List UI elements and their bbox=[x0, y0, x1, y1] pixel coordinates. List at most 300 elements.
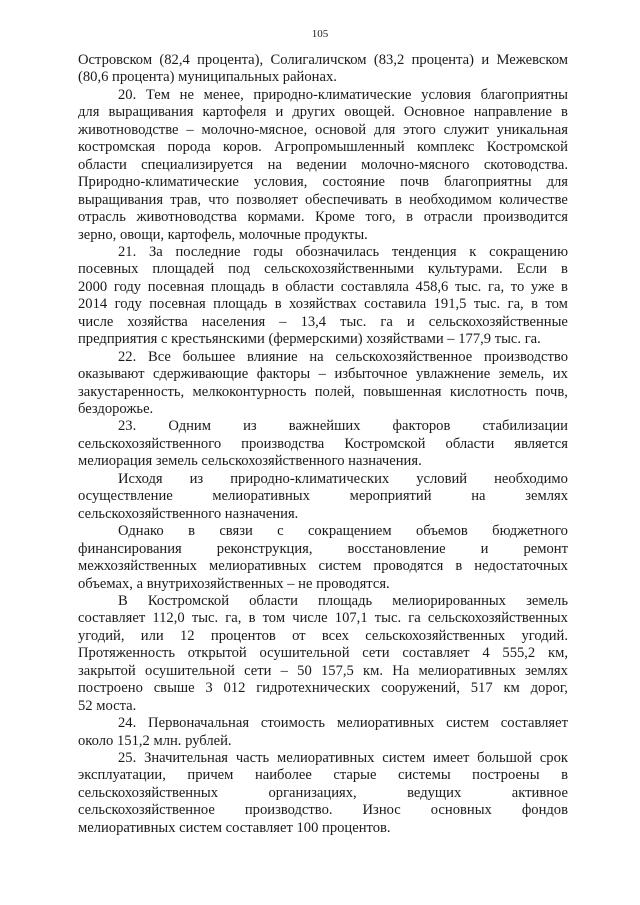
word: области bbox=[249, 592, 298, 609]
word: сельскохозяйственного bbox=[78, 435, 222, 452]
word: площадь bbox=[318, 592, 373, 609]
word: ведении bbox=[296, 156, 347, 173]
word: 191,5 bbox=[433, 296, 467, 313]
text-line: объемах, а внутрихозяйственных – не проводятся. bbox=[78, 575, 390, 592]
word: выращивания bbox=[108, 104, 194, 121]
word: землях bbox=[525, 488, 568, 505]
word: в bbox=[274, 296, 282, 313]
word: позволяет bbox=[236, 191, 298, 208]
word: году bbox=[114, 296, 142, 313]
word: году bbox=[113, 278, 142, 295]
word: из bbox=[243, 418, 257, 435]
word: земель bbox=[526, 592, 568, 609]
word: срок bbox=[539, 750, 568, 766]
word: в bbox=[188, 523, 195, 540]
word: Основное bbox=[403, 104, 465, 121]
word: культурами. bbox=[427, 261, 503, 278]
word: мелиоративных bbox=[276, 750, 375, 766]
word: костромская bbox=[78, 139, 156, 156]
word: не bbox=[179, 86, 194, 103]
word: в bbox=[561, 104, 568, 121]
word: стоимость bbox=[260, 715, 326, 732]
word: населения bbox=[201, 313, 266, 330]
word: и bbox=[406, 313, 415, 330]
text-line bbox=[78, 436, 568, 453]
word: сдерживающие bbox=[153, 366, 249, 383]
word: км bbox=[503, 680, 520, 697]
word: том bbox=[262, 610, 286, 627]
word: га bbox=[408, 610, 421, 627]
word: сельскохозяйственными bbox=[264, 261, 414, 278]
word: межхозяйственных bbox=[78, 558, 197, 575]
word: реконструкция, bbox=[216, 540, 313, 557]
word: Все bbox=[147, 348, 171, 365]
word: наиболее bbox=[254, 767, 312, 784]
word: площадь bbox=[213, 296, 268, 313]
word: условия, bbox=[253, 174, 308, 191]
word: менее, bbox=[203, 86, 244, 103]
text-line bbox=[78, 174, 568, 191]
word: посевных bbox=[78, 261, 139, 278]
word: закрытой bbox=[78, 662, 136, 679]
text-line bbox=[78, 645, 568, 662]
text-line bbox=[78, 209, 568, 226]
word: Исходя bbox=[118, 470, 163, 487]
word: всех bbox=[321, 627, 349, 644]
word: За bbox=[148, 243, 163, 260]
word: служит bbox=[443, 121, 489, 138]
word: молочно-мясного bbox=[361, 156, 470, 173]
word: недостаточных bbox=[474, 558, 568, 575]
word: под bbox=[228, 261, 251, 278]
word: того, bbox=[365, 209, 396, 226]
word: составляла bbox=[340, 278, 409, 295]
word: эксплуатации, bbox=[78, 767, 166, 784]
word: тенденция bbox=[391, 243, 457, 260]
word: и bbox=[480, 540, 489, 557]
text-line bbox=[78, 785, 568, 802]
word: и bbox=[481, 52, 490, 68]
text-line bbox=[78, 663, 568, 680]
text-line: предприятия с крестьянскими (фермерскими) хозяйствами – 177,9 тыс. га. bbox=[78, 331, 541, 348]
word: животноводстве bbox=[78, 121, 179, 138]
word: площадь bbox=[210, 278, 266, 295]
word: осушительной bbox=[259, 645, 350, 662]
text-line: зерно, овощи, картофель, молочные продукты. bbox=[78, 226, 368, 243]
word: – bbox=[186, 121, 194, 138]
word: Тем bbox=[145, 86, 170, 103]
text-line bbox=[78, 680, 568, 697]
word: на bbox=[309, 348, 324, 365]
word: основных bbox=[430, 802, 492, 819]
word: почв bbox=[400, 174, 430, 191]
word: фондов bbox=[521, 802, 568, 819]
word: сельскохозяйственное bbox=[335, 348, 473, 365]
word: системы bbox=[397, 767, 451, 784]
text-line bbox=[78, 523, 568, 540]
word: в bbox=[248, 610, 256, 627]
word: отрасль bbox=[78, 209, 126, 226]
word: области bbox=[445, 435, 495, 452]
word: картофеля bbox=[202, 104, 267, 121]
word: то bbox=[510, 278, 525, 295]
word: восстановление bbox=[347, 540, 446, 557]
word: направление bbox=[473, 104, 552, 121]
text-line bbox=[78, 192, 568, 209]
word: почв, bbox=[535, 383, 568, 400]
word: для bbox=[546, 174, 568, 191]
word: площадей bbox=[152, 261, 215, 278]
word: производство. bbox=[244, 802, 333, 819]
word: факторы bbox=[256, 366, 311, 383]
word: комплекс bbox=[417, 139, 475, 156]
word: от bbox=[292, 627, 306, 644]
word: га, bbox=[507, 296, 524, 313]
word: Однако bbox=[118, 523, 164, 540]
word: активное bbox=[511, 784, 568, 801]
word: овощей. bbox=[344, 104, 395, 121]
word: финансирования bbox=[78, 540, 182, 557]
word: осушительной bbox=[144, 662, 235, 679]
word: производства bbox=[241, 435, 325, 452]
word: в bbox=[271, 278, 279, 295]
word: закустаренность, bbox=[78, 383, 185, 400]
word: Кроме bbox=[315, 209, 355, 226]
word: трав, bbox=[170, 191, 202, 208]
word: 012 bbox=[223, 680, 246, 697]
word: га bbox=[380, 313, 393, 330]
word: Агропромышленный bbox=[274, 139, 405, 156]
word: систем bbox=[382, 750, 426, 766]
word: сельскохозяйственных bbox=[427, 610, 568, 627]
word: мероприятий bbox=[349, 488, 432, 505]
word: составляет bbox=[402, 645, 470, 662]
word: построено bbox=[78, 680, 143, 697]
word: молочно-мясное, bbox=[201, 121, 308, 138]
word: последние bbox=[175, 243, 241, 260]
word: количестве bbox=[499, 191, 568, 208]
word: сети bbox=[244, 662, 272, 679]
word: скотоводства. bbox=[483, 156, 568, 173]
word: избыточное bbox=[334, 366, 408, 383]
word: мелкоконтурность bbox=[192, 383, 307, 400]
word: их bbox=[552, 366, 568, 383]
word: (82,4 bbox=[159, 52, 190, 68]
word: и bbox=[275, 104, 284, 121]
text-line bbox=[78, 715, 568, 732]
word: га, bbox=[225, 610, 242, 627]
word: 2000 bbox=[78, 278, 108, 295]
word: в bbox=[531, 296, 539, 313]
word: важнейших bbox=[288, 418, 361, 435]
word: 12 bbox=[180, 627, 195, 644]
word: годы bbox=[253, 243, 283, 260]
word: Костромской bbox=[486, 139, 568, 156]
text-line bbox=[78, 139, 568, 156]
word: старые bbox=[333, 767, 377, 784]
word: к bbox=[469, 243, 477, 260]
word: процента) bbox=[411, 52, 475, 68]
text-line bbox=[78, 261, 568, 278]
word: числе bbox=[292, 610, 328, 627]
text-line: мелиорация земель сельскохозяйственного назначения. bbox=[78, 453, 422, 470]
word: 50 bbox=[297, 662, 312, 679]
word: угодий. bbox=[521, 627, 568, 644]
word: проводятся bbox=[373, 558, 444, 575]
word: Костромской bbox=[344, 435, 426, 452]
text-line bbox=[78, 104, 568, 121]
word: Первоначальная bbox=[148, 715, 250, 732]
word: дорог, bbox=[530, 680, 568, 697]
word: специализируется bbox=[141, 156, 254, 173]
word: или bbox=[140, 627, 164, 644]
word: км, bbox=[548, 645, 568, 662]
word: тыс. bbox=[473, 296, 501, 313]
text-line bbox=[78, 52, 568, 69]
word: (83,2 bbox=[373, 52, 405, 68]
page-number: 105 bbox=[311, 28, 329, 40]
word: часть bbox=[235, 750, 270, 766]
word: сельскохозяйственных bbox=[365, 627, 506, 644]
word: увлажнение bbox=[415, 366, 491, 383]
word: сооружений, bbox=[381, 680, 460, 697]
word: 24. bbox=[118, 715, 137, 732]
word: что bbox=[208, 191, 230, 208]
word: Значительная bbox=[144, 750, 229, 766]
word: 20. bbox=[118, 86, 137, 103]
word: 4 bbox=[482, 645, 490, 662]
word: связи bbox=[219, 523, 253, 540]
word: 3 bbox=[205, 680, 213, 697]
word: бюджетного bbox=[492, 523, 568, 540]
word: влияние bbox=[247, 348, 298, 365]
text-line bbox=[78, 802, 568, 819]
word: систем bbox=[446, 715, 489, 732]
word: природно-климатические bbox=[253, 86, 412, 103]
text-line bbox=[78, 628, 568, 645]
word: составляет bbox=[78, 610, 146, 627]
word: открытой bbox=[187, 645, 247, 662]
word: 107,1 bbox=[334, 610, 368, 627]
word: Межевском bbox=[496, 52, 568, 68]
word: Если bbox=[516, 261, 548, 278]
word: посевная bbox=[149, 296, 206, 313]
word: сельскохозяйственные bbox=[428, 313, 568, 330]
word: основой bbox=[314, 121, 367, 138]
word: благоприятны bbox=[444, 174, 532, 191]
word: угодий, bbox=[78, 627, 125, 644]
word: других bbox=[292, 104, 336, 121]
word: числе bbox=[78, 313, 114, 330]
word: 2014 bbox=[78, 296, 108, 313]
word: большой bbox=[477, 750, 532, 766]
word: 13,4 bbox=[300, 313, 327, 330]
word: объемов bbox=[415, 523, 468, 540]
word: Костромской bbox=[147, 592, 230, 609]
word: причем bbox=[187, 767, 234, 784]
word: является bbox=[514, 435, 568, 452]
word: уникальная bbox=[496, 121, 568, 138]
word: 25. bbox=[118, 750, 137, 766]
word: составила bbox=[364, 296, 427, 313]
word: ведущих bbox=[407, 784, 462, 801]
word: с bbox=[277, 523, 284, 540]
text-line: 52 моста. bbox=[78, 697, 137, 714]
word: на bbox=[471, 488, 486, 505]
text-line bbox=[78, 541, 568, 558]
text-line bbox=[78, 314, 568, 331]
word: процента), bbox=[197, 52, 264, 68]
word: сокращению bbox=[489, 243, 568, 260]
word: выращивания bbox=[78, 191, 164, 208]
word: обозначилась bbox=[295, 243, 380, 260]
word: Природно-климатические bbox=[78, 174, 239, 191]
text-line bbox=[78, 157, 568, 174]
word: Износ bbox=[362, 802, 401, 819]
word: мелиоративных bbox=[418, 662, 516, 679]
word: оказывают bbox=[78, 366, 145, 383]
text-line bbox=[78, 593, 568, 610]
word: сельскохозяйственных bbox=[78, 784, 219, 801]
word: 112,0 bbox=[152, 610, 185, 627]
word: производство bbox=[483, 348, 568, 365]
word: необходимо bbox=[494, 470, 568, 487]
word: тыс. bbox=[340, 313, 367, 330]
word: полей, bbox=[314, 383, 355, 400]
word: На bbox=[392, 662, 410, 679]
word: коров. bbox=[223, 139, 262, 156]
text-line: сельскохозяйственного назначения. bbox=[78, 505, 299, 522]
word: составляет bbox=[500, 715, 568, 732]
word: землях bbox=[525, 662, 568, 679]
word: мелиоративных bbox=[336, 715, 435, 732]
text-line bbox=[78, 610, 568, 627]
word: хозяйства bbox=[127, 313, 188, 330]
word: условий bbox=[416, 470, 468, 487]
word: 21. bbox=[118, 243, 137, 260]
word: для bbox=[78, 104, 100, 121]
word: сельскохозяйственное bbox=[78, 802, 215, 819]
word: в bbox=[394, 191, 402, 208]
text-line bbox=[78, 558, 568, 575]
word: области bbox=[285, 278, 335, 295]
text-line bbox=[78, 349, 568, 366]
word: обеспечивать bbox=[305, 191, 388, 208]
word: производится bbox=[483, 209, 568, 226]
word: – bbox=[280, 662, 288, 679]
word: земель, bbox=[498, 366, 545, 383]
word: осуществление bbox=[78, 488, 173, 505]
word: благоприятны bbox=[480, 86, 568, 103]
text-line bbox=[78, 750, 568, 767]
word: сети bbox=[362, 645, 390, 662]
word: уже bbox=[530, 278, 555, 295]
word: этого bbox=[403, 121, 436, 138]
word: 157,5 bbox=[320, 662, 354, 679]
word: 517 bbox=[470, 680, 493, 697]
text-line bbox=[78, 122, 568, 139]
word: – bbox=[279, 313, 287, 330]
word: тыс. bbox=[455, 278, 482, 295]
text-line bbox=[78, 296, 568, 313]
word: в bbox=[561, 278, 568, 295]
text-line: около 151,2 млн. рублей. bbox=[78, 732, 232, 749]
text-line: (80,6 процента) муниципальных районах. bbox=[78, 69, 337, 86]
word: ремонт bbox=[523, 540, 568, 557]
word: га, bbox=[487, 278, 505, 295]
word: в bbox=[406, 209, 414, 226]
word: области bbox=[78, 156, 127, 173]
word: факторов bbox=[392, 418, 451, 435]
word: отрасли bbox=[423, 209, 473, 226]
word: стабилизации bbox=[482, 418, 568, 435]
word: Солигаличском bbox=[270, 52, 367, 68]
word: в bbox=[455, 558, 463, 575]
text-line bbox=[78, 488, 568, 505]
text-line bbox=[78, 384, 568, 401]
word: мелиоративных bbox=[209, 558, 307, 575]
word: условия bbox=[421, 86, 471, 103]
word: км. bbox=[363, 662, 383, 679]
word: гидротехнических bbox=[256, 680, 371, 697]
word: мелиоративных bbox=[212, 488, 310, 505]
text-line bbox=[78, 244, 568, 261]
text-line bbox=[78, 471, 568, 488]
text-line bbox=[78, 279, 568, 296]
word: из bbox=[189, 470, 204, 487]
word: в bbox=[561, 261, 568, 278]
word: построены bbox=[472, 767, 540, 784]
word: 458,6 bbox=[415, 278, 449, 295]
text-line bbox=[78, 87, 568, 104]
word: хозяйствах bbox=[289, 296, 357, 313]
word: Островском bbox=[78, 52, 153, 68]
word: посевная bbox=[147, 278, 205, 295]
word: кислотность bbox=[449, 383, 527, 400]
word: 22. bbox=[118, 348, 137, 365]
word: состояние bbox=[322, 174, 386, 191]
word: животноводства bbox=[136, 209, 237, 226]
word: свыше bbox=[153, 680, 195, 697]
text-line: мелиоративных систем составляет 100 процентов. bbox=[78, 819, 391, 836]
word: В bbox=[118, 592, 128, 609]
word: в bbox=[561, 767, 568, 784]
word: сокращением bbox=[307, 523, 392, 540]
word: необходимом bbox=[409, 191, 492, 208]
text-line bbox=[78, 767, 568, 784]
word: на bbox=[267, 156, 282, 173]
word: мелиорированных bbox=[392, 592, 506, 609]
word: Одним bbox=[168, 418, 211, 435]
word: процентов bbox=[210, 627, 276, 644]
word: 23. bbox=[118, 418, 137, 435]
word: 555,2 bbox=[502, 645, 536, 662]
word: – bbox=[318, 366, 326, 383]
word: большее bbox=[182, 348, 236, 365]
word: повышенная bbox=[363, 383, 442, 400]
text-line: бездорожье. bbox=[78, 401, 154, 417]
word: Протяженность bbox=[78, 645, 175, 662]
word: природно-климатических bbox=[230, 470, 390, 487]
text-line bbox=[78, 366, 568, 383]
word: том bbox=[545, 296, 568, 313]
word: систем bbox=[318, 558, 362, 575]
word: тыс. bbox=[374, 610, 402, 627]
word: для bbox=[373, 121, 396, 138]
word: кормами. bbox=[247, 209, 305, 226]
word: организациях, bbox=[268, 784, 357, 801]
word: тыс. bbox=[191, 610, 219, 627]
